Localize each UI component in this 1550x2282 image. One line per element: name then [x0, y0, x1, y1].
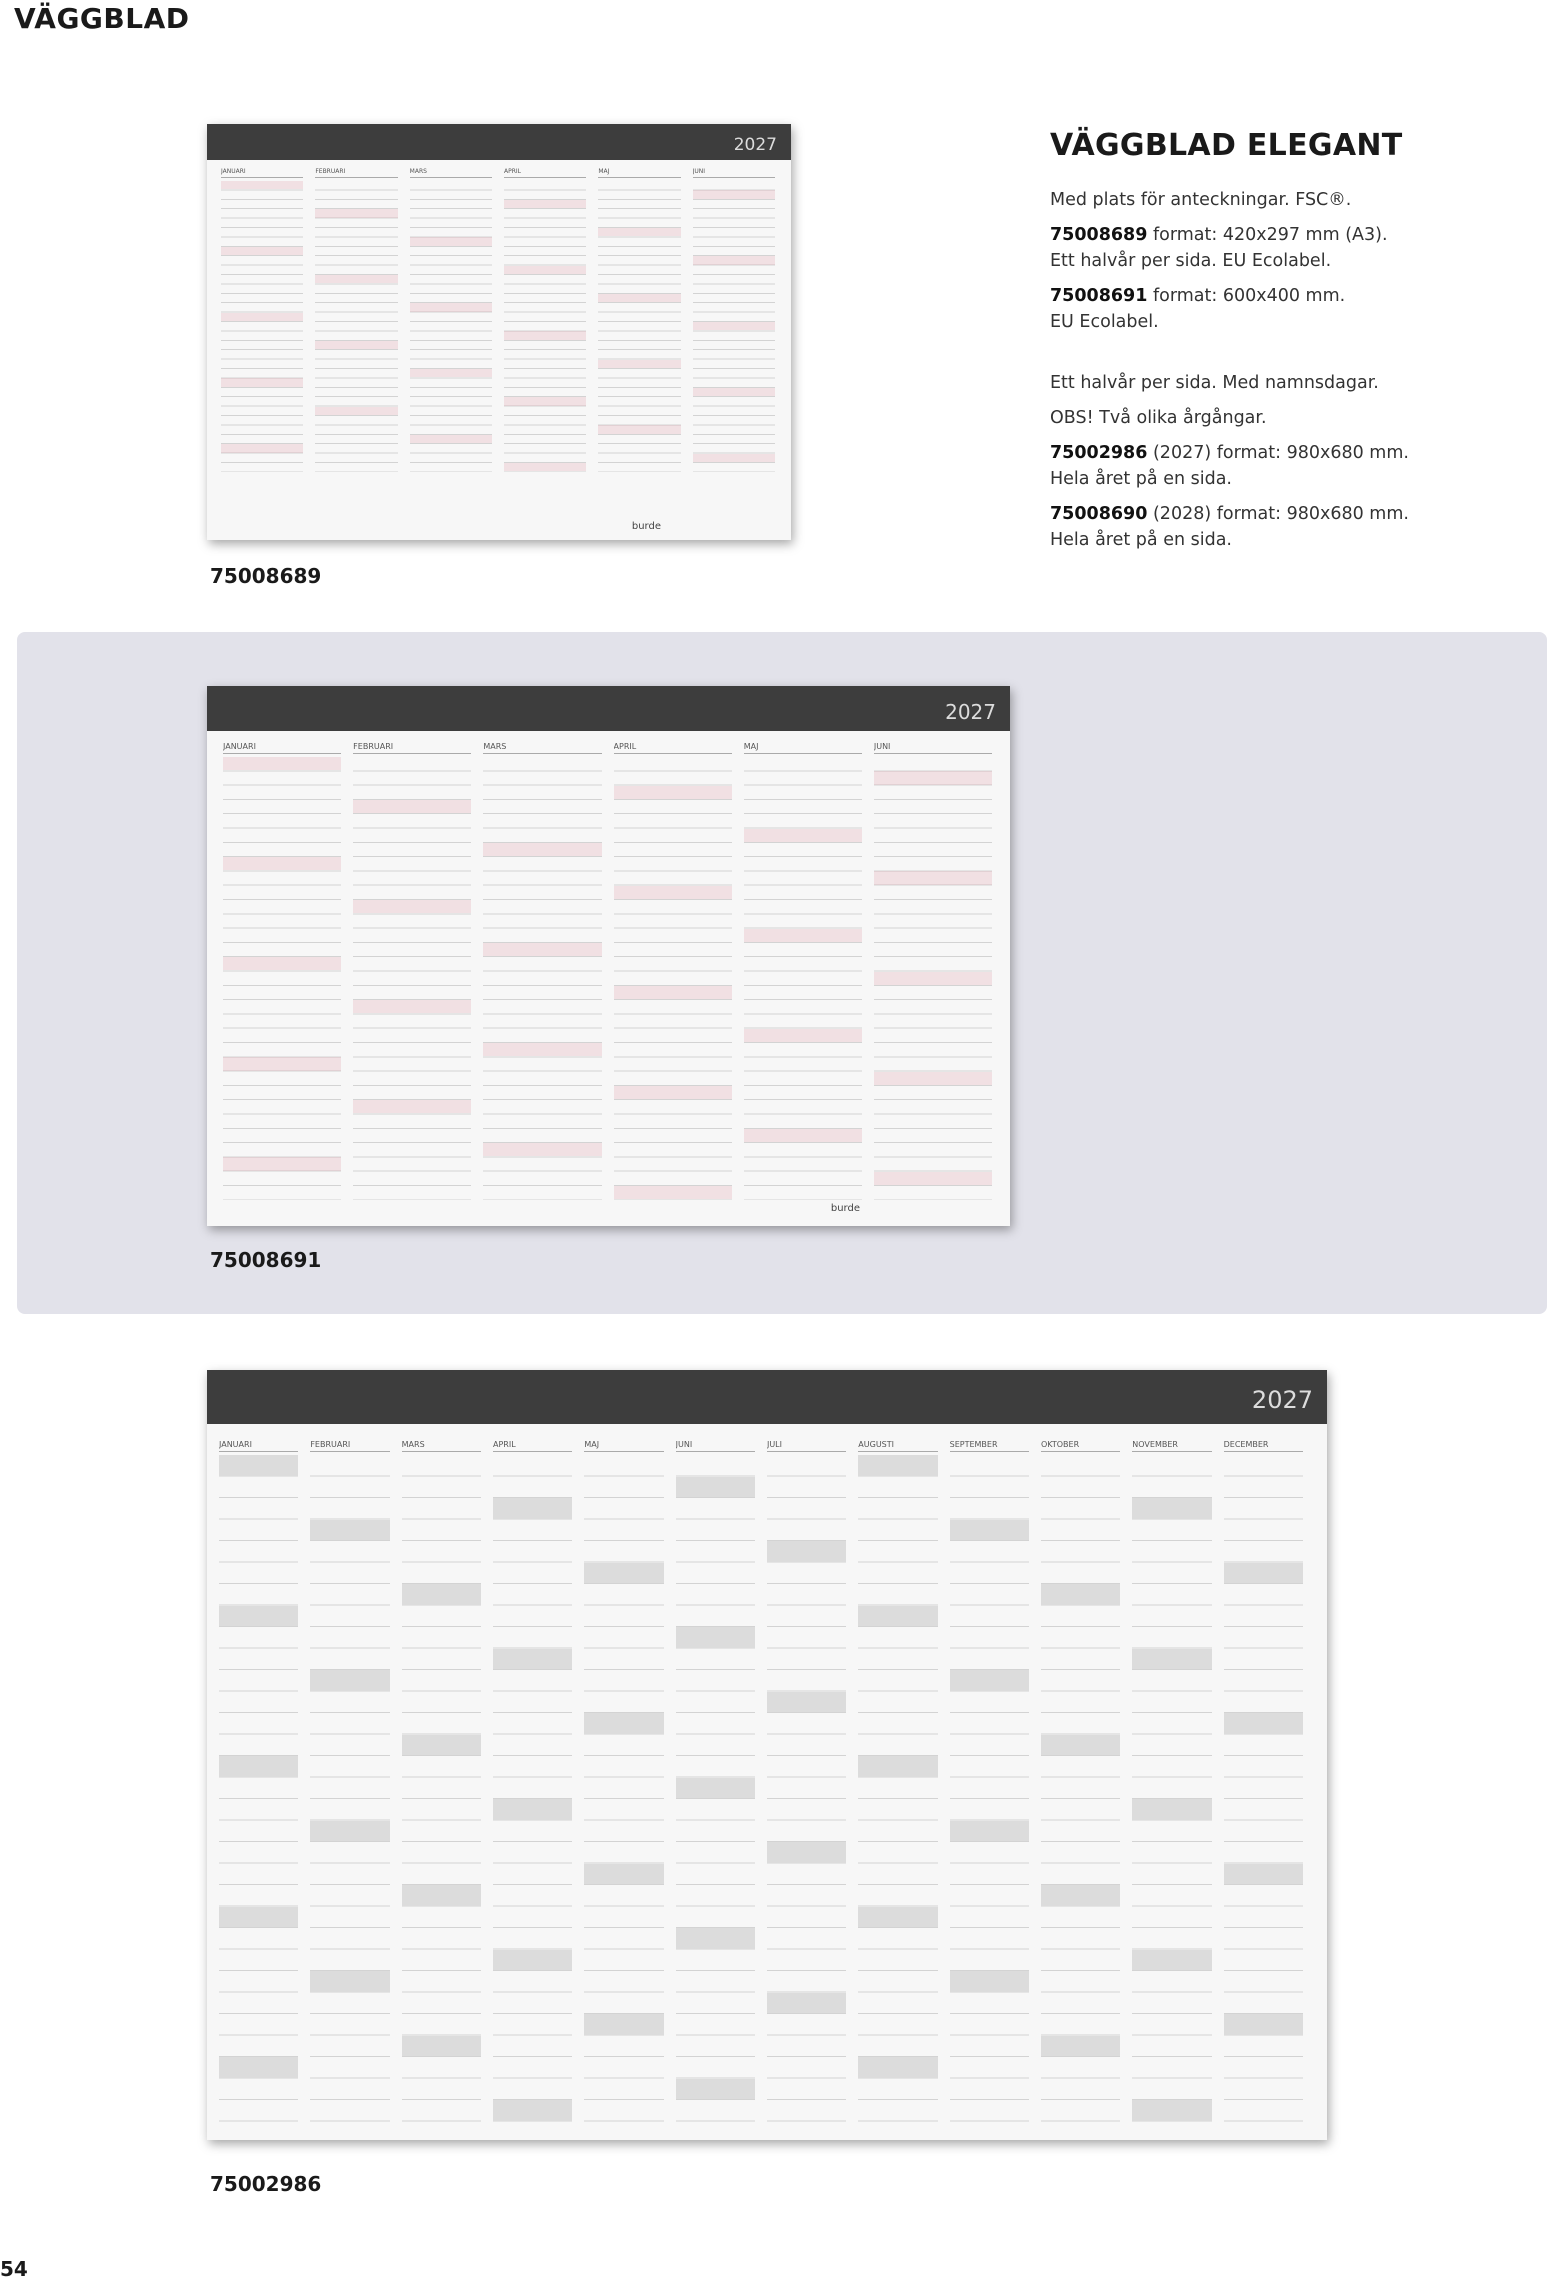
- weekend-row-shade: [1041, 1885, 1120, 1906]
- weekend-row-shade: [1041, 2036, 1120, 2057]
- day-rows: [504, 181, 586, 472]
- month-column: [858, 1440, 937, 2122]
- weekend-row-shade: [874, 871, 992, 884]
- weekend-row-shade: [1041, 1584, 1120, 1605]
- month-label: MAJ: [584, 1440, 663, 1452]
- weekend-row-shade: [614, 786, 732, 799]
- weekend-row-shade: [483, 943, 601, 956]
- weekend-row-shade: [676, 1477, 755, 1498]
- day-rows: [614, 757, 732, 1200]
- weekend-row-shade: [315, 275, 397, 283]
- month-column: [744, 742, 862, 1200]
- weekend-row-shade: [693, 256, 775, 264]
- weekend-row-shade: [676, 2079, 755, 2100]
- month-label: JUNI: [676, 1440, 755, 1452]
- weekend-row-shade: [219, 2057, 298, 2078]
- calendar-year: 2027: [945, 700, 996, 724]
- day-rows: [950, 1455, 1029, 2122]
- weekend-row-shade: [744, 929, 862, 942]
- section-title: VÄGGBLAD: [14, 2, 190, 35]
- weekend-row-shade: [874, 771, 992, 784]
- variant-detail: Hela året på en sida.: [1050, 530, 1232, 550]
- day-rows: [315, 181, 397, 472]
- day-rows: [1224, 1455, 1303, 2122]
- variant-sku: 75008689: [1050, 225, 1148, 245]
- weekend-row-shade: [1132, 1950, 1211, 1971]
- month-column: [483, 742, 601, 1200]
- month-label: JANUARI: [219, 1440, 298, 1452]
- weekend-row-shade: [584, 1864, 663, 1885]
- weekend-row-shade: [1132, 1799, 1211, 1820]
- weekend-row-shade: [614, 886, 732, 899]
- month-label: MARS: [483, 742, 601, 754]
- month-label: MARS: [402, 1440, 481, 1452]
- month-label: FEBRUARI: [310, 1440, 389, 1452]
- calendar-month-grid: [221, 168, 775, 472]
- product-note: OBS! Två olika årgångar.: [1050, 408, 1267, 428]
- weekend-row-shade: [1224, 1864, 1303, 1885]
- weekend-row-shade: [744, 1129, 862, 1142]
- weekend-row-shade: [767, 1842, 846, 1863]
- calendar-year: 2027: [733, 135, 777, 155]
- day-rows: [584, 1455, 663, 2122]
- weekend-row-shade: [676, 1627, 755, 1648]
- month-label: MAJ: [744, 742, 862, 754]
- weekend-row-shade: [353, 1000, 471, 1013]
- weekend-row-shade: [744, 1029, 862, 1042]
- calendar-header-bar: [207, 124, 791, 160]
- day-rows: [874, 757, 992, 1200]
- weekend-row-shade: [221, 181, 303, 189]
- weekend-row-shade: [858, 1455, 937, 1476]
- variant-format: format: 420x297 mm (A3).: [1147, 225, 1388, 245]
- weekend-row-shade: [493, 1799, 572, 1820]
- product-sku-label: 75008691: [210, 1248, 322, 1272]
- weekend-row-shade: [874, 1072, 992, 1085]
- weekend-row-shade: [693, 190, 775, 198]
- product-sku-label: 75002986: [210, 2172, 322, 2196]
- weekend-row-shade: [598, 425, 680, 433]
- calendar-product-image: [207, 686, 1010, 1226]
- variant-detail: Ett halvår per sida. EU Ecolabel.: [1050, 251, 1332, 271]
- weekend-row-shade: [874, 1172, 992, 1185]
- weekend-row-shade: [353, 900, 471, 913]
- calendar-month-grid: [219, 1440, 1303, 2122]
- month-column: [676, 1440, 755, 2122]
- product-title: VÄGGBLAD ELEGANT: [1050, 128, 1403, 163]
- weekend-row-shade: [493, 1498, 572, 1519]
- weekend-row-shade: [1224, 1713, 1303, 1734]
- month-label: NOVEMBER: [1132, 1440, 1211, 1452]
- month-label: JULI: [767, 1440, 846, 1452]
- variant-75008690: [1050, 501, 1510, 553]
- weekend-row-shade: [598, 360, 680, 368]
- variant-format: (2028) format: 980x680 mm.: [1147, 504, 1409, 524]
- weekend-row-shade: [219, 1606, 298, 1627]
- month-label: AUGUSTI: [858, 1440, 937, 1452]
- weekend-row-shade: [1224, 2014, 1303, 2035]
- month-column: [614, 742, 732, 1200]
- weekend-row-shade: [504, 331, 586, 339]
- weekend-row-shade: [310, 1670, 389, 1691]
- weekend-row-shade: [744, 829, 862, 842]
- month-label: DECEMBER: [1224, 1440, 1303, 1452]
- weekend-row-shade: [1132, 1649, 1211, 1670]
- month-label: JANUARI: [221, 168, 303, 178]
- month-column: [402, 1440, 481, 2122]
- weekend-row-shade: [483, 1143, 601, 1156]
- weekend-row-shade: [493, 1649, 572, 1670]
- weekend-row-shade: [223, 857, 341, 870]
- weekend-row-shade: [767, 1993, 846, 2014]
- day-rows: [483, 757, 601, 1200]
- page-number: 54: [0, 2257, 28, 2281]
- weekend-row-shade: [219, 1907, 298, 1928]
- weekend-row-shade: [221, 378, 303, 386]
- month-column: [221, 168, 303, 472]
- weekend-row-shade: [858, 1756, 937, 1777]
- day-rows: [744, 757, 862, 1200]
- weekend-row-shade: [1041, 1735, 1120, 1756]
- weekend-row-shade: [950, 1670, 1029, 1691]
- weekend-row-shade: [219, 1455, 298, 1476]
- day-rows: [219, 1455, 298, 2122]
- weekend-row-shade: [402, 1584, 481, 1605]
- variant-75008689: [1050, 222, 1510, 274]
- weekend-row-shade: [223, 1057, 341, 1070]
- weekend-row-shade: [584, 2014, 663, 2035]
- month-label: JUNI: [874, 742, 992, 754]
- month-column: [950, 1440, 1029, 2122]
- weekend-row-shade: [219, 1756, 298, 1777]
- day-rows: [676, 1455, 755, 2122]
- variant-format: format: 600x400 mm.: [1147, 286, 1346, 306]
- product-intro: Med plats för anteckningar. FSC®.: [1050, 190, 1352, 210]
- weekend-row-shade: [223, 957, 341, 970]
- month-label: APRIL: [614, 742, 732, 754]
- day-rows: [1132, 1455, 1211, 2122]
- month-column: [767, 1440, 846, 2122]
- day-rows: [310, 1455, 389, 2122]
- month-column: [584, 1440, 663, 2122]
- weekend-row-shade: [402, 2036, 481, 2057]
- variant-sku: 75008690: [1050, 504, 1148, 524]
- weekend-row-shade: [950, 1520, 1029, 1541]
- weekend-row-shade: [676, 1928, 755, 1949]
- month-column: [310, 1440, 389, 2122]
- weekend-row-shade: [221, 313, 303, 321]
- variant-detail: Hela året på en sida.: [1050, 469, 1232, 489]
- weekend-row-shade: [315, 341, 397, 349]
- weekend-row-shade: [310, 1971, 389, 1992]
- calendar-header-bar: [207, 1370, 1327, 1424]
- month-label: APRIL: [504, 168, 586, 178]
- day-rows: [693, 181, 775, 472]
- month-column: [693, 168, 775, 472]
- weekend-row-shade: [402, 1735, 481, 1756]
- month-label: MAJ: [598, 168, 680, 178]
- calendar-header-bar: [207, 686, 1010, 731]
- calendar-product-image: [207, 1370, 1327, 2140]
- month-column: [874, 742, 992, 1200]
- weekend-row-shade: [614, 986, 732, 999]
- weekend-row-shade: [221, 444, 303, 452]
- weekend-row-shade: [614, 1086, 732, 1099]
- variant-format: (2027) format: 980x680 mm.: [1147, 443, 1409, 463]
- weekend-row-shade: [614, 1186, 732, 1199]
- month-label: APRIL: [493, 1440, 572, 1452]
- month-label: OKTOBER: [1041, 1440, 1120, 1452]
- weekend-row-shade: [584, 1563, 663, 1584]
- weekend-row-shade: [221, 247, 303, 255]
- month-column: [315, 168, 397, 472]
- month-column: [504, 168, 586, 472]
- weekend-row-shade: [410, 237, 492, 245]
- month-column: [1224, 1440, 1303, 2122]
- weekend-row-shade: [315, 407, 397, 415]
- month-label: FEBRUARI: [315, 168, 397, 178]
- weekend-row-shade: [693, 388, 775, 396]
- day-rows: [221, 181, 303, 472]
- weekend-row-shade: [310, 1520, 389, 1541]
- brand-logo: burde: [830, 1203, 860, 1214]
- weekend-row-shade: [858, 1907, 937, 1928]
- weekend-row-shade: [223, 1157, 341, 1170]
- month-column: [223, 742, 341, 1200]
- day-rows: [410, 181, 492, 472]
- weekend-row-shade: [483, 843, 601, 856]
- brand-logo: burde: [631, 521, 661, 532]
- day-rows: [858, 1455, 937, 2122]
- weekend-row-shade: [310, 1821, 389, 1842]
- variant-sku: 75002986: [1050, 443, 1148, 463]
- variant-75008691: [1050, 283, 1510, 335]
- weekend-row-shade: [504, 463, 586, 471]
- month-column: [219, 1440, 298, 2122]
- weekend-row-shade: [483, 1043, 601, 1056]
- weekend-row-shade: [693, 454, 775, 462]
- weekend-row-shade: [315, 209, 397, 217]
- month-label: FEBRUARI: [353, 742, 471, 754]
- weekend-row-shade: [950, 1971, 1029, 1992]
- weekend-row-shade: [353, 1100, 471, 1113]
- weekend-row-shade: [858, 1606, 937, 1627]
- weekend-row-shade: [767, 1692, 846, 1713]
- day-rows: [223, 757, 341, 1200]
- product-sku-label: 75008689: [210, 564, 322, 588]
- month-label: JUNI: [693, 168, 775, 178]
- weekend-row-shade: [504, 266, 586, 274]
- weekend-row-shade: [410, 435, 492, 443]
- month-column: [598, 168, 680, 472]
- month-label: JANUARI: [223, 742, 341, 754]
- weekend-row-shade: [1132, 1498, 1211, 1519]
- calendar-year: 2027: [1251, 1386, 1313, 1414]
- weekend-row-shade: [410, 369, 492, 377]
- weekend-row-shade: [693, 322, 775, 330]
- weekend-row-shade: [874, 972, 992, 985]
- day-rows: [767, 1455, 846, 2122]
- day-rows: [353, 757, 471, 1200]
- variant-sku: 75008691: [1050, 286, 1148, 306]
- weekend-row-shade: [584, 1713, 663, 1734]
- weekend-row-shade: [767, 1541, 846, 1562]
- weekend-row-shade: [493, 1950, 572, 1971]
- variant-detail: EU Ecolabel.: [1050, 312, 1159, 332]
- day-rows: [1041, 1455, 1120, 2122]
- weekend-row-shade: [598, 228, 680, 236]
- weekend-row-shade: [223, 757, 341, 770]
- month-label: MARS: [410, 168, 492, 178]
- weekend-row-shade: [353, 800, 471, 813]
- weekend-row-shade: [1132, 2100, 1211, 2121]
- variant-75002986: [1050, 440, 1510, 492]
- weekend-row-shade: [858, 2057, 937, 2078]
- day-rows: [402, 1455, 481, 2122]
- month-column: [410, 168, 492, 472]
- weekend-row-shade: [676, 1778, 755, 1799]
- weekend-row-shade: [410, 303, 492, 311]
- product-description: [1050, 128, 1510, 562]
- month-column: [353, 742, 471, 1200]
- weekend-row-shade: [598, 294, 680, 302]
- month-column: [1132, 1440, 1211, 2122]
- weekend-row-shade: [493, 2100, 572, 2121]
- month-column: [493, 1440, 572, 2122]
- day-rows: [493, 1455, 572, 2122]
- month-column: [1041, 1440, 1120, 2122]
- weekend-row-shade: [950, 1821, 1029, 1842]
- calendar-product-image: [207, 124, 791, 540]
- weekend-row-shade: [504, 200, 586, 208]
- weekend-row-shade: [1224, 1563, 1303, 1584]
- calendar-month-grid: [223, 742, 992, 1200]
- product-paragraph: Ett halvår per sida. Med namnsdagar.: [1050, 373, 1379, 393]
- weekend-row-shade: [504, 397, 586, 405]
- month-label: SEPTEMBER: [950, 1440, 1029, 1452]
- weekend-row-shade: [402, 1885, 481, 1906]
- day-rows: [598, 181, 680, 472]
